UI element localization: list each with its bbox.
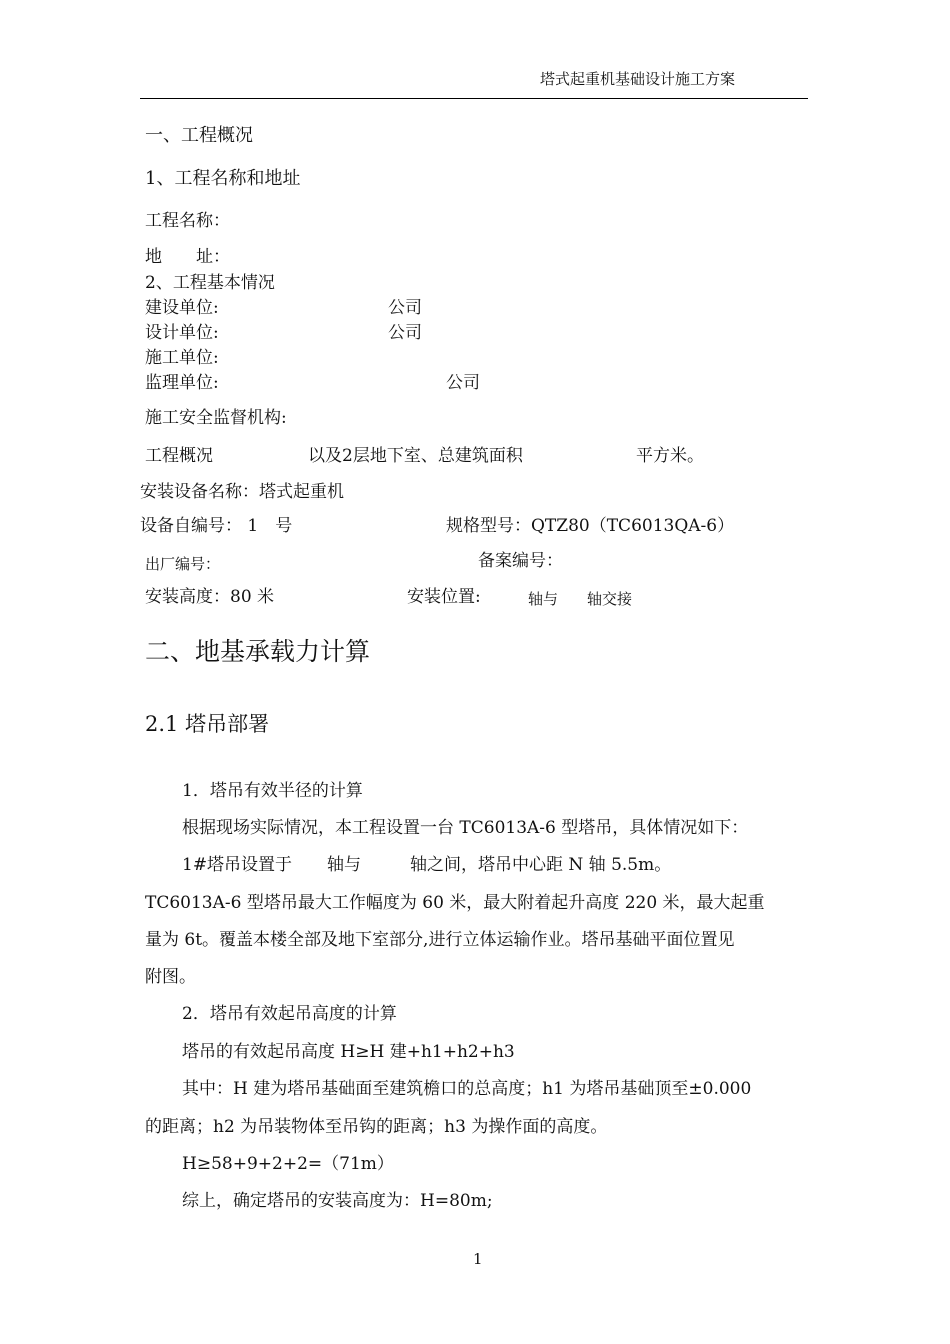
section2-title: 二、地基承载力计算 [145,637,371,666]
overview-label: 工程概况 [145,446,213,466]
construct-unit-label: 施工单位: [145,348,219,368]
build-unit-value: 公司 [388,298,422,318]
paragraph-2-start: 1#塔吊设置于 [182,855,293,875]
paragraph-2-middle: 轴与 [327,855,361,875]
paragraph-5-line-1: 其中：H 建为塔吊基础面至建筑檐口的总高度；h1 为塔吊基础顶至±0.000 [182,1079,752,1099]
install-height: 安装高度：80 米 [145,587,275,607]
design-unit-label: 设计单位: [145,323,219,343]
paragraph-1: 根据现场实际情况，本工程设置一台 TC6013A-6 型塔吊，具体情况如下： [182,818,749,838]
design-unit-value: 公司 [388,323,422,343]
build-unit-label: 建设单位: [145,298,219,318]
paragraph-4: 塔吊的有效起吊高度 H≥H 建+h1+h2+h3 [182,1042,515,1062]
axis-with-text: 轴与 [528,590,559,608]
subsection-21-title: 2.1 塔吊部署 [145,712,270,736]
paragraph-6: H≥58+9+2+2=（71m） [182,1154,394,1174]
header-title: 塔式起重机基础设计施工方案 [540,70,736,88]
paragraph-3-line-2: 量为 6t。覆盖本楼全部及地下室部分,进行立体运输作业。塔吊基础平面位置见 [145,930,735,950]
subsection-2-title: 2、工程基本情况 [145,273,275,293]
equipment-spec: 规格型号：QTZ80（TC6013QA-6） [446,516,735,536]
paragraph-2-end: 轴之间，塔吊中心距 N 轴 5.5m。 [410,855,672,875]
overview-unit: 平方米。 [636,446,704,466]
overview-middle: 以及2层地下室、总建筑面积 [308,446,523,466]
supervise-unit-label: 监理单位: [145,373,219,393]
record-number-label: 备案编号： [478,551,563,571]
safety-agency-label: 施工安全监督机构: [145,408,287,428]
paragraph-7: 综上，确定塔吊的安装高度为：H=80m; [182,1191,493,1211]
header-rule [140,98,808,99]
install-position-label: 安装位置: [407,587,481,607]
paragraph-3-line-3: 附图。 [145,967,196,987]
project-name-label: 工程名称： [145,211,230,231]
paragraph-5-line-2: 的距离；h2 为吊装物体至吊钩的距离；h3 为操作面的高度。 [145,1117,608,1137]
item2-title: 2．塔吊有效起吊高度的计算 [182,1004,397,1024]
factory-number-label: 出厂编号： [145,555,221,573]
address-label: 地 址： [145,247,230,267]
paragraph-3-line-1: TC6013A-6 型塔吊最大工作幅度为 60 米，最大附着起升高度 220 米，最大起重 [145,893,765,913]
item1-title: 1．塔吊有效半径的计算 [182,781,363,801]
page-number: 1 [473,1250,483,1268]
supervise-unit-value: 公司 [446,373,480,393]
equipment-number: 设备自编号： 1 号 [140,516,293,536]
axis-cross-text: 轴交接 [587,590,633,608]
subsection-1-title: 1、工程名称和地址 [145,168,301,189]
equipment-name: 安装设备名称：塔式起重机 [140,482,344,502]
section1-title: 一、工程概况 [145,125,253,146]
